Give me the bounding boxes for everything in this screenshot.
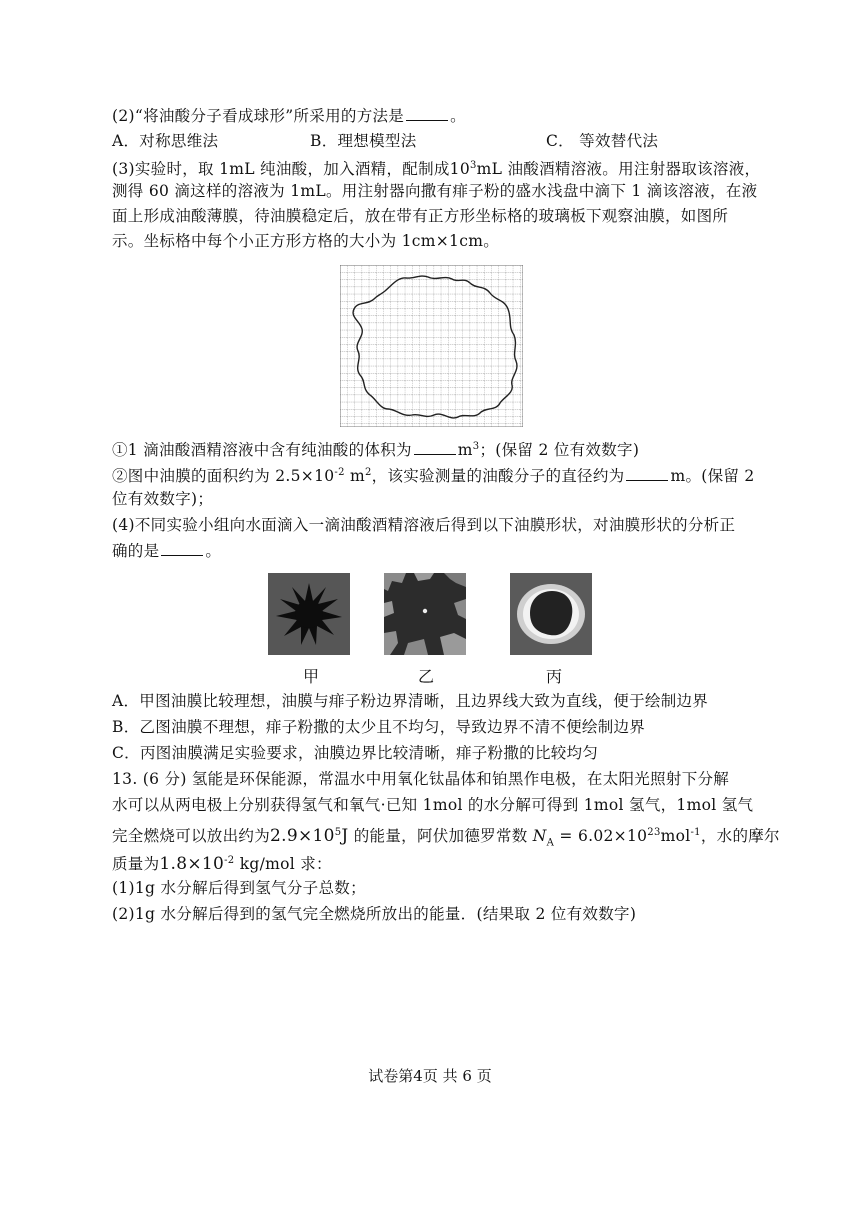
q12-sub2: ②图中油膜的面积约为 $2.5\times 10^{-2}$ $m^2$，该实验测量的油酸分子的直径约为 m。(保留 2 xyxy=(112,467,755,486)
answer-blank xyxy=(626,466,668,481)
q12-part4-option-a: A．甲图油膜比较理想，油膜与痱子粉边界清晰，且边界线大致为直线，便于绘制边界 xyxy=(112,692,709,710)
option-a: A．对称思维法 xyxy=(112,132,219,150)
q12-part2-options xyxy=(112,130,752,152)
answer-blank xyxy=(414,440,456,455)
q13-line2: 水可以从两电极上分别获得氢气和氧气·已知 1mol 的水分解可得到 1mol 氢气，1mol 氢气 xyxy=(112,796,754,814)
q13-line3: 完全燃烧可以放出约为$2.9\times 10^5J$ 的能量，阿伏加德罗常数 $N_A = 6.02\times 10^{23}mol^{-1}$，水的摩尔 xyxy=(112,826,780,849)
q13-sub2: (2)1g 水分解后得到的氢气完全燃烧所放出的能量．(结果取 2 位有效数字) xyxy=(112,905,637,923)
q12-part2-question: (2)“将油酸分子看成球形”所采用的方法是 。 xyxy=(112,107,466,125)
q12-part4-option-b: B．乙图油膜不理想，痱子粉撒的太少且不均匀，导致边界不清不便绘制边界 xyxy=(112,718,646,736)
oil-film-grid-figure xyxy=(340,265,523,427)
q12-part3-line3: 面上形成油酸薄膜，待油膜稳定后，放在带有正方形坐标格的玻璃板下观察油膜，如图所 xyxy=(112,207,729,225)
option-c: C． 等效替代法 xyxy=(546,132,659,150)
option-b: B．理想模型法 xyxy=(310,132,417,150)
answer-blank xyxy=(406,106,448,121)
oil-film-photo-jia xyxy=(268,573,350,655)
q12-sub2-line2: 位有效数字)； xyxy=(112,490,214,508)
q12-part4-line1: (4)不同实验小组向水面滴入一滴油酸酒精溶液后得到以下油膜形状，对油膜形状的分析正 xyxy=(112,516,736,534)
caption-yi: 乙 xyxy=(418,667,435,686)
page-footer: 试卷第4页 共 6 页 xyxy=(368,1067,492,1085)
answer-blank xyxy=(161,541,203,556)
caption-jia: 甲 xyxy=(303,667,320,686)
oil-film-photo-yi xyxy=(384,573,466,655)
q12-sub1: ①1 滴油酸酒精溶液中含有纯油酸的体积为 $m^3$；(保留 2 位有效数字) xyxy=(112,441,640,460)
q12-part3-line4: 示。坐标格中每个小正方形方格的大小为 1cm×1cm。 xyxy=(112,232,499,250)
q13-sub1: (1)1g 水分解后得到氢气分子总数； xyxy=(112,879,366,897)
q12-part3-line2: 测得 60 滴这样的溶液为 1mL。用注射器向撒有痱子粉的盛水浅盘中滴下 1 滴该溶液，在液 xyxy=(112,182,758,200)
q13-line4: 质量为$1.8\times 10^{-2}$ kg/mol 求： xyxy=(112,854,332,875)
q12-part4-option-c: C．丙图油膜满足实验要求，油膜边界比较清晰，痱子粉撒的比较均匀 xyxy=(112,744,599,762)
q12-part3-line1: (3)实验时，取 1mL 纯油酸，加入酒精，配制成$10^3mL$ 油酸酒精溶液。用注射器取该溶液， xyxy=(112,160,761,179)
caption-bing: 丙 xyxy=(546,667,563,686)
oil-film-grid-svg xyxy=(340,265,523,427)
q13-line1: 13. (6 分) 氢能是环保能源，常温水中用氧化钛晶体和铂黑作电极，在太阳光照射下分解 xyxy=(112,770,730,788)
oil-film-photo-bing xyxy=(510,573,592,655)
q12-part4-line2: 确的是 。 xyxy=(112,542,222,560)
